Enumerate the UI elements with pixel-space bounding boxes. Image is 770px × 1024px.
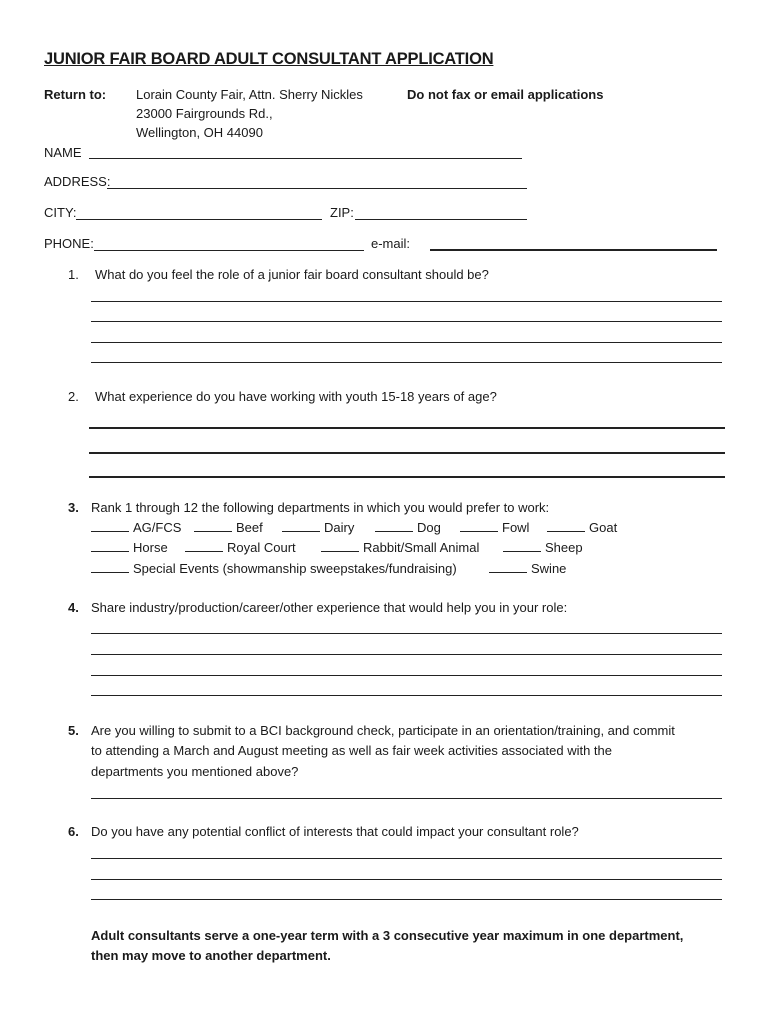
dept-label: Horse — [133, 540, 168, 555]
q2-answer-line[interactable] — [89, 476, 725, 478]
q6-answer-line[interactable] — [91, 899, 722, 900]
rank-blank[interactable] — [321, 541, 359, 552]
address-label: ADDRESS: — [44, 174, 111, 189]
q1-number: 1. — [68, 267, 79, 282]
phone-label: PHONE: — [44, 236, 94, 251]
city-field[interactable] — [76, 219, 322, 220]
rank-blank[interactable] — [503, 541, 541, 552]
name-field[interactable] — [89, 158, 522, 159]
rank-blank[interactable] — [91, 562, 129, 573]
rank-blank[interactable] — [547, 521, 585, 532]
rank-blank[interactable] — [194, 521, 232, 532]
dept-label: Beef — [236, 520, 263, 535]
q3-number: 3. — [68, 500, 79, 515]
no-fax-notice: Do not fax or email applications — [407, 87, 604, 102]
dept-royal-court[interactable] — [185, 540, 296, 555]
q6-text: Do you have any potential conflict of interests that could impact your consultant role? — [91, 824, 579, 839]
rank-blank[interactable] — [375, 521, 413, 532]
dept-label: Swine — [531, 561, 567, 576]
q1-answer-line[interactable] — [91, 362, 722, 363]
dept-fowl[interactable] — [460, 520, 529, 535]
q2-number: 2. — [68, 389, 79, 404]
email-label: e-mail: — [371, 236, 411, 251]
footer-note-line-1: Adult consultants serve a one-year term with a 3 consecutive year maximum in one department, — [91, 928, 684, 943]
q2-answer-line[interactable] — [89, 427, 725, 429]
dept-special-events[interactable] — [91, 561, 457, 576]
dept-label: Special Events (showmanship sweepstakes/fundraising) — [133, 561, 457, 576]
rank-blank[interactable] — [460, 521, 498, 532]
q2-answer-line[interactable] — [89, 452, 725, 454]
dept-goat[interactable] — [547, 520, 617, 535]
dept-label: Dairy — [324, 520, 355, 535]
rank-blank[interactable] — [282, 521, 320, 532]
q4-answer-line[interactable] — [91, 695, 722, 696]
q6-answer-line[interactable] — [91, 858, 722, 859]
rank-blank[interactable] — [489, 562, 527, 573]
dept-dog[interactable] — [375, 520, 441, 535]
q1-answer-line[interactable] — [91, 342, 722, 343]
dept-rabbit[interactable] — [321, 540, 479, 555]
q6-answer-line[interactable] — [91, 879, 722, 880]
q4-answer-line[interactable] — [91, 633, 722, 634]
q1-answer-line[interactable] — [91, 321, 722, 322]
q5-text-line-3: departments you mentioned above? — [91, 764, 299, 779]
dept-ag[interactable] — [91, 520, 181, 535]
email-field[interactable] — [430, 249, 717, 251]
dept-label: AG/FCS — [133, 520, 182, 535]
dept-label: Rabbit/Small Animal — [363, 540, 480, 555]
rank-blank[interactable] — [185, 541, 223, 552]
page-title: JUNIOR FAIR BOARD ADULT CONSULTANT APPLICATION — [44, 50, 494, 68]
dept-swine[interactable] — [489, 561, 566, 576]
zip-label: ZIP: — [330, 205, 354, 220]
q5-answer-line[interactable] — [91, 798, 722, 799]
q1-answer-line[interactable] — [91, 301, 722, 302]
q6-number: 6. — [68, 824, 79, 839]
q4-answer-line[interactable] — [91, 675, 722, 676]
q2-text: What experience do you have working with youth 15-18 years of age? — [95, 389, 497, 404]
return-line-2: 23000 Fairgrounds Rd., — [136, 106, 273, 121]
q4-number: 4. — [68, 600, 79, 615]
zip-field[interactable] — [355, 219, 527, 220]
dept-label: Fowl — [502, 520, 530, 535]
return-line-1: Lorain County Fair, Attn. Sherry Nickles — [136, 87, 363, 102]
phone-field[interactable] — [94, 250, 364, 251]
footer-note-line-2: then may move to another department. — [91, 948, 331, 963]
q1-text: What do you feel the role of a junior fair board consultant should be? — [95, 267, 489, 282]
q5-number: 5. — [68, 723, 79, 738]
dept-label: Goat — [589, 520, 618, 535]
name-label: NAME — [44, 145, 82, 160]
dept-horse[interactable] — [91, 540, 168, 555]
dept-beef[interactable] — [194, 520, 263, 535]
dept-label: Dog — [417, 520, 441, 535]
return-label: Return to: — [44, 87, 107, 102]
rank-blank[interactable] — [91, 521, 129, 532]
q4-text: Share industry/production/career/other experience that would help you in your role: — [91, 600, 568, 615]
dept-dairy[interactable] — [282, 520, 354, 535]
return-line-3: Wellington, OH 44090 — [136, 125, 263, 140]
city-label: CITY: — [44, 205, 77, 220]
dept-label: Royal Court — [227, 540, 296, 555]
q5-text-line-2: to attending a March and August meeting as well as fair week activities associated with the — [91, 743, 613, 758]
dept-label: Sheep — [545, 540, 583, 555]
q4-answer-line[interactable] — [91, 654, 722, 655]
address-field[interactable] — [107, 188, 527, 189]
rank-blank[interactable] — [91, 541, 129, 552]
q5-text-line-1: Are you willing to submit to a BCI background check, participate in an orientation/training, and commit — [91, 723, 675, 738]
q3-text: Rank 1 through 12 the following departments in which you would prefer to work: — [91, 500, 550, 515]
dept-sheep[interactable] — [503, 540, 583, 555]
